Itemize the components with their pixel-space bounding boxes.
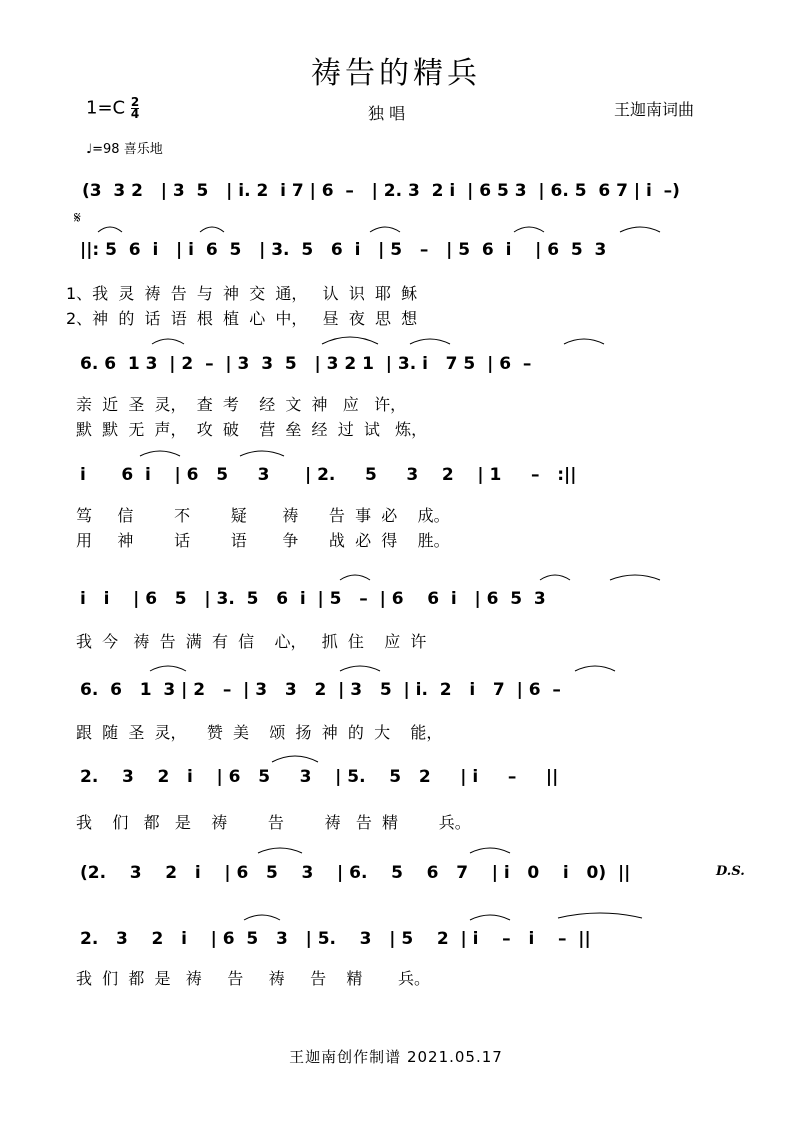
slur — [150, 666, 186, 671]
slur — [610, 575, 660, 580]
lyrics-verse1-line3: 笃 信 不 疑 祷 告 事 必 成。 — [76, 506, 450, 525]
notation-row-5: 6. 6 1 3 | 2 – | 3 3 2 | 3 5 | i. 2 i 7 | 6 – — [80, 680, 561, 700]
slur — [322, 337, 378, 344]
segno-icon: 𝄋 — [74, 208, 81, 227]
slur — [272, 756, 318, 762]
slur — [470, 915, 510, 920]
footer-credit: 王迦南创作制谱 2021.05.17 — [289, 1048, 503, 1066]
tempo-mark: ♩=98 喜乐地 — [86, 142, 163, 157]
lyrics-verse1-line2: 亲 近 圣 灵， 查 考 经 文 神 应 许， — [76, 395, 407, 414]
lyrics-line5: 跟 随 圣 灵， 赞 美 颂 扬 神 的 大 能， — [76, 723, 443, 742]
notation-row-6: 2. 3 2 i | 6 5 3 | 5. 5 2 | i – || — [80, 767, 559, 787]
time-top: 2 — [130, 95, 140, 109]
slur — [98, 227, 122, 232]
tie — [558, 913, 642, 918]
slur — [575, 666, 615, 671]
credits: 王迦南词曲 — [614, 100, 695, 119]
lyrics-verse2-line1: 2、神 的 话 语 根 植 心 中， 昼 夜 思 想 — [66, 309, 418, 328]
notation-row-3: i 6 i | 6 5 3 | 2. 5 3 2 | 1 – :|| — [80, 465, 577, 485]
slur — [200, 227, 224, 232]
slur — [340, 575, 370, 580]
time-bottom: 4 — [130, 107, 140, 121]
slur — [620, 227, 660, 232]
lyrics-line6: 我 们 都 是 祷 告 祷 告 精 兵。 — [76, 813, 471, 832]
notation-row-4: i i | 6 5 | 3. 5 6 i | 5 – | 6 6 i | 6 5 3 — [80, 589, 546, 609]
notation-row-8: 2. 3 2 i | 6 5 3 | 5. 3 | 5 2 | i – i – || — [80, 929, 591, 949]
notation-row-1: ||: 5 6 i | i 6 5 | 3. 5 6 i | 5 – | 5 6 i | 6 5 3 — [80, 240, 607, 260]
slur — [540, 575, 570, 580]
song-title: 祷告的精兵 — [311, 56, 481, 91]
slur — [258, 848, 302, 853]
slur — [470, 848, 510, 853]
lyrics-line8: 我 们 都 是 祷 告 祷 告 精 兵。 — [76, 969, 431, 988]
notation-row-2: 6. 6 1 3 | 2 – | 3 3 5 | 3 2 1 | 3. i 7 5 | 6 – — [80, 354, 532, 374]
key-label: 1=C — [86, 97, 126, 119]
lyrics-verse2-line3: 用 神 话 语 争 战 必 得 胜。 — [76, 531, 450, 550]
slur — [244, 915, 280, 920]
slur — [564, 339, 604, 344]
slur — [340, 666, 380, 671]
slur — [240, 451, 284, 456]
slur — [514, 227, 544, 232]
notation-row-intro: (3 3 2 | 3 5 | i. 2 i 7 | 6 – | 2. 3 2 i | 6 5 3 | 6. 5 6 7 | i –) — [82, 181, 680, 201]
slur — [140, 451, 180, 456]
slur — [152, 339, 184, 344]
ds-mark: D.S. — [716, 864, 745, 879]
notation-row-7: (2. 3 2 i | 6 5 3 | 6. 5 6 7 | i 0 i 0) || — [80, 863, 631, 883]
lyrics-verse2-line2: 默 默 无 声， 攻 破 营 垒 经 过 试 炼， — [76, 420, 428, 439]
slur — [370, 227, 400, 232]
lyrics-verse1-line1: 1、我 灵 祷 告 与 神 交 通， 认 识 耶 稣 — [66, 284, 418, 303]
slur — [410, 339, 450, 344]
lyrics-line4: 我 今 祷 告 满 有 信 心， 抓 住 应 许 — [76, 632, 427, 651]
performance-type: 独 唱 — [368, 104, 406, 123]
